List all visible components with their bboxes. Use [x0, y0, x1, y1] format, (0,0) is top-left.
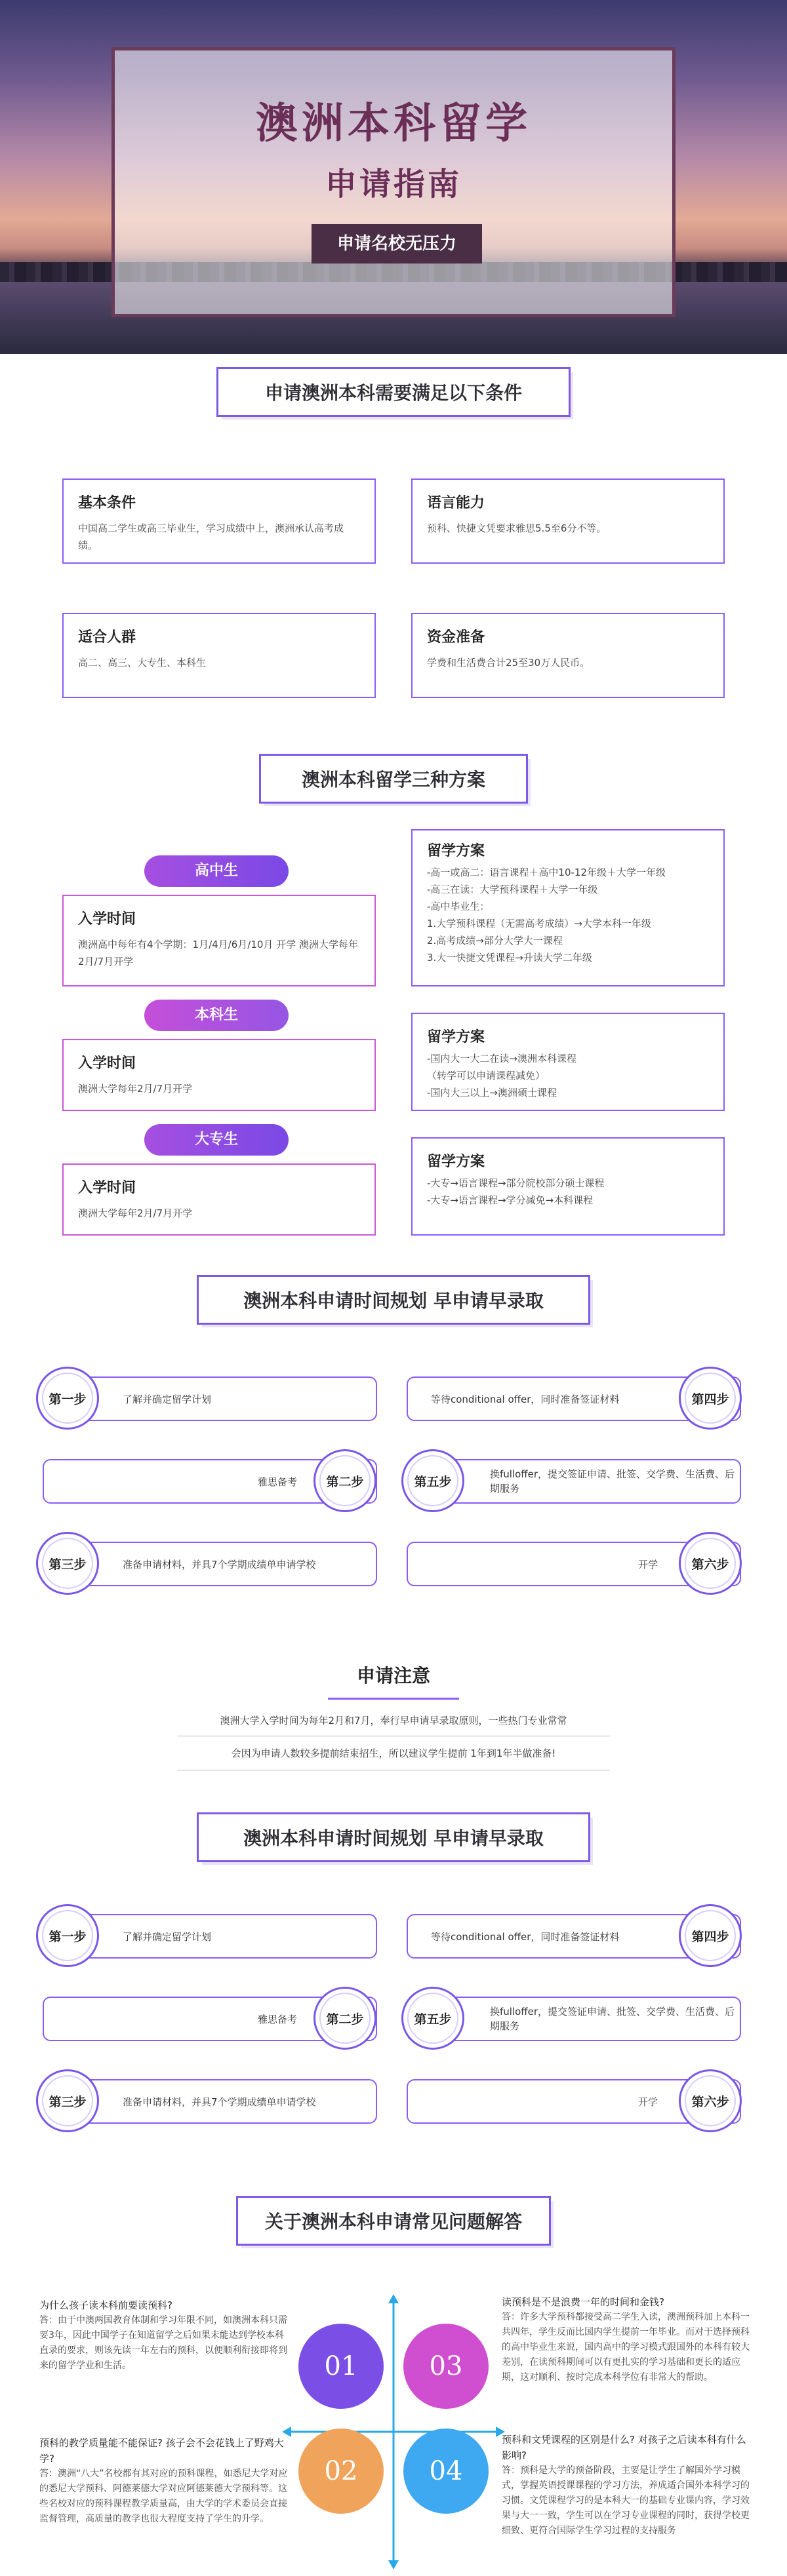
step-circle-2: 第二步 [313, 1987, 376, 2050]
step-text: 等待conditional offer，同时准备签证材料 [431, 1930, 620, 1943]
hero-banner [0, 0, 787, 354]
pill-college: 大专生 [144, 1124, 289, 1156]
condition-text: 预科、快捷文凭要求雅思5.5至6分不等。 [427, 522, 607, 534]
step-circle-6: 第六步 [679, 2069, 742, 2132]
faq-item-02 [39, 2435, 289, 2527]
step-text: 雅思备考 [257, 1475, 297, 1488]
plan-title: 留学方案 [427, 842, 485, 859]
condition-card-funds [411, 613, 725, 698]
step-text: 开学 [637, 1558, 658, 1571]
step-text: 了解并确定留学计划 [123, 1393, 212, 1405]
entry-time-title: 入学时间 [78, 1179, 136, 1196]
step-circle-5: 第五步 [401, 1449, 464, 1512]
plan-title: 留学方案 [427, 1153, 485, 1170]
plan-line: （转学可以申请课程减免） [427, 1070, 546, 1082]
plan-line: -大专→语言课程→学分减免→本科课程 [427, 1194, 594, 1206]
plan-line: 2.高考成绩→部分大学大一课程 [427, 935, 563, 946]
faq-answer: 答：许多大学预科都接受高二学生入读，澳洲预科加上本科一共四年，学生反而比国内学生提前一年毕业。而对于选择预科的高中毕业生来说，国内高中的学习模式跟国外的本科有较大差别，在读预科期间可以有更扎实的学习基础和更长的适应期，这对顺利、按时完成本科学位有非常大的帮助。 [502, 2312, 750, 2383]
step-circle-1: 第一步 [36, 1367, 99, 1430]
entry-time-card [62, 1163, 376, 1236]
faq-badge-01: 01 [298, 2324, 384, 2409]
step-circle-3: 第三步 [36, 1532, 99, 1595]
faq-answer: 答：预科是大学的预备阶段，主要是让学生了解国外学习模式，掌握英语授课课程的学习方法，养成适合国外本科学习的习惯。文凭课程学习的是本科大一的基础专业课内容，学习效果与大一一致，学生可以在学习专业课程的同时，获得学校更细致、更符合国际学生学习过程的支持服务 [502, 2465, 750, 2536]
faq-answer: 答：由于中澳两国教育体制和学习年限不同，如澳洲本科只需要3年，因此中国学子在知道留学之后如果未能达到学校本科直录的要求，则该先读一年左右的预科，以便顺利衔接即将到来的留学学业和生活。 [39, 2315, 287, 2371]
condition-text: 中国高二学生或高三毕业生，学习成绩中上，澳洲承认高考成绩。 [78, 522, 344, 551]
faq-item-01 [39, 2297, 289, 2373]
faq-question: 读预科是不是浪费一年的时间和金钱? [502, 2296, 664, 2308]
plan-line: -大专→语言课程→部分院校部分硕士课程 [427, 1177, 605, 1189]
pill-undergrad: 本科生 [144, 1000, 289, 1031]
entry-time-card [62, 1039, 376, 1111]
hero-title-frame [111, 47, 676, 317]
plan-card [411, 1013, 725, 1111]
step-text: 了解并确定留学计划 [123, 1930, 212, 1943]
faq-answer: 答：澳洲“八大”名校都有其对应的预科课程，如悉尼大学对应的悉尼大学预科、阿德莱德大学对应阿德莱德大学预科等。这些名校对应的预科课程教学质量高，由大学的学术委员会直接监督管理，高质量的教学也很大程度支持了学生的升学。 [39, 2469, 288, 2524]
plan-line: -高一或高二：语言课程＋高中10-12年级＋大学一年级 [427, 867, 666, 878]
pill-high-school: 高中生 [144, 855, 289, 887]
plan-title: 留学方案 [427, 1028, 485, 1045]
entry-time-card [62, 895, 376, 986]
step-circle-4: 第四步 [679, 1904, 742, 1967]
notice-underline [328, 1698, 459, 1700]
plan-line: 3.大一快捷文凭课程→升读大学二年级 [427, 952, 592, 964]
notice-title: 申请注意 [356, 1665, 430, 1687]
condition-text: 学费和生活费合计25至30万人民币。 [427, 657, 590, 669]
faq-question: 预科的教学质量能不能保证? 孩子会不会花钱上了野鸡大学? [39, 2437, 284, 2465]
plan-line: 1.大学预科课程（无需高考成绩）→大学本科一年级 [427, 918, 651, 929]
faq-badge-04: 04 [403, 2429, 489, 2514]
timeline-heading-2: 澳洲本科申请时间规划 早申请早录取 [197, 1812, 590, 1862]
entry-time-text: 澳洲大学每年2月/7月开学 [78, 1207, 193, 1219]
hero-subtitle: 申请指南 [325, 166, 462, 203]
entry-time-title: 入学时间 [78, 910, 136, 927]
step-text: 开学 [637, 2096, 658, 2108]
conditions-heading: 申请澳洲本科需要满足以下条件 [216, 367, 571, 417]
faq-heading: 关于澳洲本科申请常见问题解答 [236, 2196, 551, 2246]
step-circle-3: 第三步 [36, 2069, 99, 2132]
notice-line-2: 会因为申请人数较多提前结束招生，所以建议学生提前 1年到1年半做准备! [231, 1747, 556, 1759]
condition-card-basic [62, 478, 376, 564]
timeline-heading: 澳洲本科申请时间规划 早申请早录取 [197, 1275, 590, 1325]
condition-card-audience [62, 613, 376, 698]
condition-title: 语言能力 [427, 494, 485, 511]
step-text: 换fulloffer，提交签证申请、批签、交学费、生活费、后期服务 [490, 2006, 735, 2032]
step-text: 等待conditional offer，同时准备签证材料 [431, 1393, 620, 1405]
plan-card [411, 1137, 725, 1236]
hero-badge: 申请名校无压力 [312, 224, 482, 263]
plan-line: -国内大一大二在读→澳洲本科课程 [427, 1053, 576, 1064]
plans-heading: 澳洲本科留学三种方案 [259, 754, 528, 804]
faq-item-04 [502, 2432, 754, 2539]
plan-line: -国内大三以上→澳洲硕士课程 [427, 1087, 557, 1099]
plan-line: -高中毕业生： [427, 901, 490, 912]
condition-title: 资金准备 [427, 629, 485, 646]
entry-time-title: 入学时间 [78, 1055, 136, 1072]
condition-card-language [411, 478, 725, 564]
step-circle-2: 第二步 [313, 1449, 376, 1512]
notice-line-1: 澳洲大学入学时间为每年2月和7月，奉行早申请早录取原则，一些热门专业常常 [220, 1715, 567, 1727]
faq-badge-03: 03 [403, 2324, 489, 2409]
hero-title: 澳洲本科留学 [256, 99, 531, 148]
step-text: 换fulloffer，提交签证申请、批签、交学费、生活费、后期服务 [490, 1468, 735, 1494]
condition-title: 基本条件 [78, 494, 136, 511]
plan-line: -高三在读：大学预科课程＋大学一年级 [427, 884, 598, 895]
condition-text: 高二、高三、大专生、本科生 [78, 657, 207, 669]
entry-time-text: 澳洲高中每年有4个学期：1月/4月/6月/10月 开学 澳洲大学每年2月/7月开学 [78, 939, 358, 967]
entry-time-text: 澳洲大学每年2月/7月开学 [78, 1083, 193, 1095]
step-circle-4: 第四步 [679, 1367, 742, 1430]
plan-list [427, 1175, 709, 1209]
step-circle-1: 第一步 [36, 1904, 99, 1967]
plan-list [427, 864, 709, 966]
step-text: 准备申请材料，并具7个学期成绩单申请学校 [123, 1558, 316, 1571]
plan-list [427, 1050, 709, 1101]
condition-title: 适合人群 [78, 629, 136, 646]
step-circle-5: 第五步 [401, 1987, 464, 2050]
step-text: 准备申请材料，并具7个学期成绩单申请学校 [123, 2096, 316, 2108]
faq-question: 预科和文凭课程的区别是什么? 对孩子之后读本科有什么影响? [502, 2434, 746, 2461]
faq-badge-02: 02 [298, 2429, 384, 2514]
faq-item-03 [502, 2294, 754, 2385]
faq-question: 为什么孩子读本科前要读预科? [39, 2299, 172, 2311]
step-text: 雅思备考 [257, 2013, 297, 2025]
step-circle-6: 第六步 [679, 1532, 742, 1595]
plan-card [411, 829, 725, 986]
